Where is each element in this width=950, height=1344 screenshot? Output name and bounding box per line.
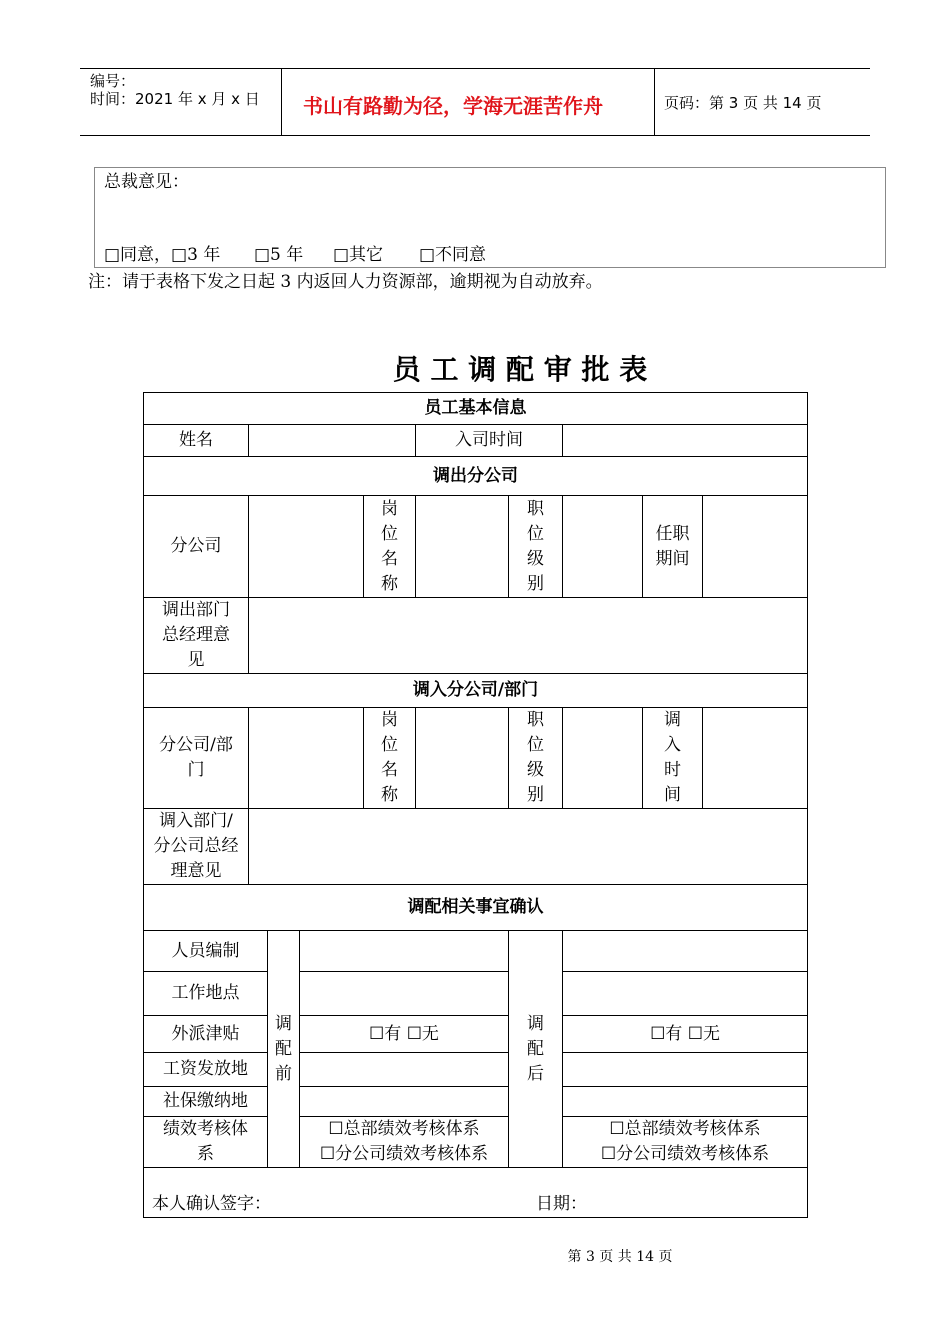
page-footer: 第 3 页 共 14 页 xyxy=(567,1249,673,1265)
ceo-option-agree[interactable]: □同意，□3 年 xyxy=(104,245,221,265)
location-before-field[interactable] xyxy=(300,972,509,1016)
tenure-text: 任职期间 xyxy=(655,523,690,569)
ceo-opinion-label: 总裁意见： xyxy=(104,172,189,192)
out-rank-label xyxy=(509,496,563,598)
row-salary-place-label: 工资发放地 xyxy=(144,1053,268,1087)
header-top-rule xyxy=(80,68,870,69)
in-manager-text: 调入部门/分公司总经理意见 xyxy=(153,811,239,881)
in-post-label xyxy=(364,708,416,809)
ceo-option-disagree[interactable]: □不同意 xyxy=(419,245,487,265)
signature-row[interactable] xyxy=(144,1168,808,1218)
insurance-before-field[interactable] xyxy=(300,1087,509,1117)
in-rank-text: 职位级别 xyxy=(527,710,544,805)
header-divider-2 xyxy=(654,68,655,136)
performance-after-options[interactable] xyxy=(563,1117,808,1168)
in-branch-label xyxy=(144,708,249,809)
headcount-before-field[interactable] xyxy=(300,931,509,972)
section-transfer-in: 调入分公司/部门 xyxy=(144,674,808,708)
row-insurance-label: 社保缴纳地 xyxy=(144,1087,268,1117)
in-time-field[interactable] xyxy=(703,708,808,809)
perf-after-hq-option[interactable]: ☐总部绩效考核体系 xyxy=(609,1119,761,1139)
out-rank-field[interactable] xyxy=(563,496,643,598)
out-post-label xyxy=(364,496,416,598)
transfer-approval-table xyxy=(143,392,808,1218)
header-bottom-rule xyxy=(80,135,870,136)
in-branch-field[interactable] xyxy=(249,708,364,809)
section-transfer-out: 调出分公司 xyxy=(144,457,808,496)
header-divider-1 xyxy=(281,68,282,136)
performance-before-options[interactable] xyxy=(300,1117,509,1168)
row-headcount-label: 人员编制 xyxy=(144,931,268,972)
out-post-text: 岗位名称 xyxy=(381,498,398,594)
out-manager-field[interactable] xyxy=(249,598,808,674)
salary-before-field[interactable] xyxy=(300,1053,509,1087)
location-after-field[interactable] xyxy=(563,972,808,1016)
allowance-before-options[interactable]: ☐有 ☐无 xyxy=(300,1016,509,1053)
in-post-field[interactable] xyxy=(416,708,509,809)
row-allowance-label: 外派津贴 xyxy=(144,1016,268,1053)
after-label xyxy=(509,931,563,1168)
tenure-label xyxy=(643,496,703,598)
out-manager-text: 调出部门总经理意见 xyxy=(162,600,230,670)
join-time-field[interactable] xyxy=(563,425,808,457)
perf-before-hq-option[interactable]: ☐总部绩效考核体系 xyxy=(328,1119,480,1139)
ceo-option-5y[interactable]: □5 年 xyxy=(254,245,304,265)
signature-label: 本人确认签字： xyxy=(152,1194,271,1214)
headcount-after-field[interactable] xyxy=(563,931,808,972)
in-time-text: 调入时间 xyxy=(664,710,681,805)
in-rank-label xyxy=(509,708,563,809)
after-text: 调配后 xyxy=(527,1013,544,1084)
in-post-text: 岗位名称 xyxy=(381,710,398,805)
before-text: 调配前 xyxy=(275,1013,292,1084)
out-rank-text: 职位级别 xyxy=(527,498,544,594)
in-rank-field[interactable] xyxy=(563,708,643,809)
perf-after-branch-option[interactable]: ☐分公司绩效考核体系 xyxy=(600,1144,770,1164)
row-location-label: 工作地点 xyxy=(144,972,268,1016)
out-post-field[interactable] xyxy=(416,496,509,598)
before-label xyxy=(268,931,300,1168)
salary-after-field[interactable] xyxy=(563,1053,808,1087)
out-branch-label: 分公司 xyxy=(144,496,249,598)
date-label: 日期： xyxy=(536,1194,587,1214)
out-manager-label xyxy=(144,598,249,674)
join-time-label: 入司时间 xyxy=(416,425,563,457)
doc-number-label: 编号： xyxy=(90,72,136,90)
in-time-label xyxy=(643,708,703,809)
performance-text: 绩效考核体系 xyxy=(163,1119,248,1164)
note-text: 注：请于表格下发之日起 3 内返回人力资源部，逾期视为自动放弃。 xyxy=(88,272,603,292)
name-label: 姓名 xyxy=(144,425,249,457)
header-motto: 书山有路勤为径，学海无涯苦作舟 xyxy=(303,94,603,118)
row-performance-label xyxy=(144,1117,268,1168)
insurance-after-field[interactable] xyxy=(563,1087,808,1117)
ceo-option-other[interactable]: □其它 xyxy=(333,245,384,265)
section-confirm: 调配相关事宜确认 xyxy=(144,885,808,931)
out-branch-field[interactable] xyxy=(249,496,364,598)
allowance-after-options[interactable]: ☐有 ☐无 xyxy=(563,1016,808,1053)
in-branch-text: 分公司/部门 xyxy=(159,735,233,780)
in-manager-label xyxy=(144,809,249,885)
section-basic-info: 员工基本信息 xyxy=(144,393,808,425)
in-manager-field[interactable] xyxy=(249,809,808,885)
tenure-field[interactable] xyxy=(703,496,808,598)
page-number-label: 页码：第 3 页 共 14 页 xyxy=(664,94,822,112)
name-field[interactable] xyxy=(249,425,416,457)
doc-time-label: 时间：2021 年 x 月 x 日 xyxy=(90,90,260,108)
perf-before-branch-option[interactable]: ☐分公司绩效考核体系 xyxy=(319,1144,489,1164)
form-title: 员 工 调 配 审 批 表 xyxy=(392,353,648,386)
